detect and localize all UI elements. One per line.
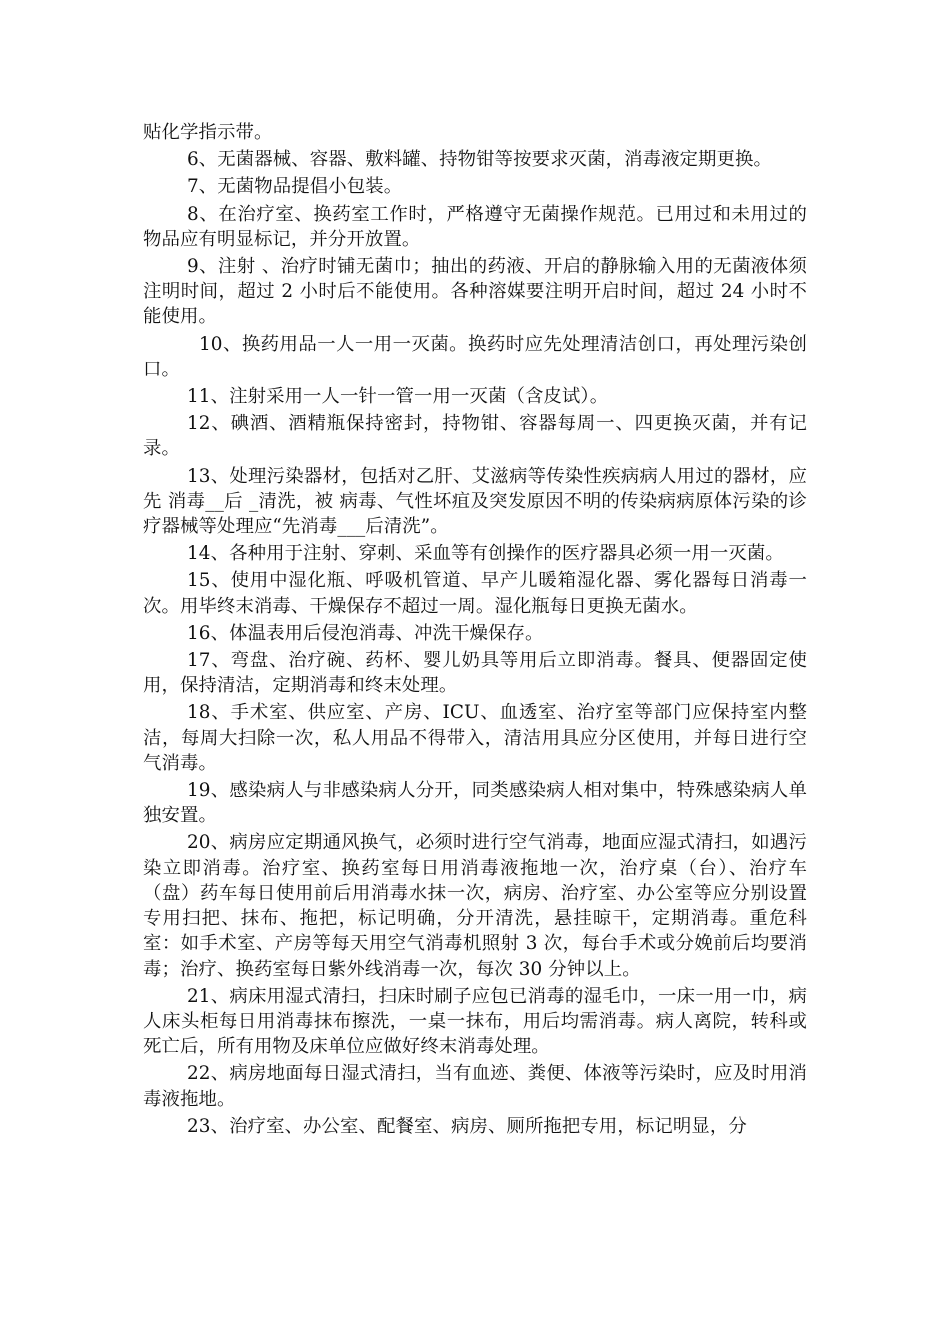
document-body [143, 120, 807, 1141]
paragraph-continuation: 贴化学指示带。 [143, 122, 273, 143]
paragraph-item-21: 21、病床用湿式清扫，扫床时刷子应包已消毒的湿毛巾，一床一用一巾，病人床头柜每日用消毒抹布擦洗，一桌一抹布，用后均需消毒。病人离院，转科或死亡后，所有用物及床单位应做好终末消毒处理。 [143, 985, 807, 1058]
paragraph-item-17: 17、弯盘、治疗碗、药杯、婴儿奶具等用后立即消毒。餐具、便器固定使用，保持清洁，定期消毒和终末处理。 [143, 650, 807, 697]
paragraph-item-10: 10、换药用品一人一用一灭菌。换药时应先处理清洁创口，再处理污染创口。 [143, 333, 807, 380]
paragraph-item-18: 18、手术室、供应室、产房、ICU、血透室、治疗室等部门应保持室内整洁，每周大扫除一次，私人用品不得带入，清洁用具应分区使用，并每日进行空气消毒。 [143, 702, 807, 774]
paragraph-item-12: 12、碘酒、酒精瓶保持密封，持物钳、容器每周一、四更换灭菌，并有记录。 [143, 413, 807, 460]
paragraph-item-20: 20、病房应定期通风换气，必须时进行空气消毒，地面应湿式清扫，如遇污染立即消毒。治疗室、换药室每日用消毒液拖地一次，治疗桌（台）、治疗车（盘）药车每日使用前后用消毒水抹一次，病房、治疗室、办公室等应分别设置专用扫把、抹布、拖把，标记明确，分开清洗，悬挂晾干，定期消毒。重危科室：如手术室、产房等每天用空气消毒机照射 3 次，每台手术或分娩前后均要消毒；治疗、换药室每日紫外线消毒一次，每次 30 分钟以上。 [143, 832, 807, 980]
paragraph-item-11: 11、注射采用一人一针一管一用一灭菌（含皮试）。 [187, 386, 609, 408]
paragraph-item-13: 13、处理污染器材，包括对乙肝、艾滋病等传染性疾病病人用过的器材，应先 消毒__后 _清洗，被 病毒、气性坏疽及突发原因不明的传染病病原体污染的诊疗器械等处理应“先消毒___后清洗”。 [143, 465, 807, 538]
paragraph-item-23: 23、治疗室、办公室、配餐室、病房、厕所拖把专用，标记明显，分 [187, 1115, 747, 1137]
paragraph-item-16: 16、体温表用后侵泡消毒、冲洗干燥保存。 [187, 622, 544, 644]
paragraph-item-8: 8、在治疗室、换药室工作时，严格遵守无菌操作规范。已用过和未用过的物品应有明显标记，并分开放置。 [143, 203, 807, 250]
paragraph-item-14: 14、各种用于注射、穿刺、采血等有创操作的医疗器具必须一用一灭菌。 [187, 543, 784, 565]
paragraph-item-7: 7、无菌物品提倡小包装。 [187, 176, 403, 198]
paragraph-item-22: 22、病房地面每日湿式清扫，当有血迹、粪便、体液等污染时，应及时用消毒液拖地。 [143, 1063, 807, 1110]
paragraph-item-19: 19、感染病人与非感染病人分开，同类感染病人相对集中，特殊感染病人单独安置。 [143, 780, 807, 827]
paragraph-item-15: 15、使用中湿化瓶、呼吸机管道、早产儿暖箱湿化器、雾化器每日消毒一次。用毕终末消毒、干燥保存不超过一周。湿化瓶每日更换无菌水。 [143, 570, 807, 617]
paragraph-item-6: 6、无菌器械、容器、敷料罐、持物钳等按要求灭菌，消毒液定期更换。 [187, 149, 773, 171]
paragraph-item-9: 9、注射 、治疗时铺无菌巾；抽出的药液、开启的静脉输入用的无菌液体须注明时间，超过 2 小时后不能使用。各种溶媒要注明开启时间，超过 24 小时不能使用。 [143, 256, 807, 328]
